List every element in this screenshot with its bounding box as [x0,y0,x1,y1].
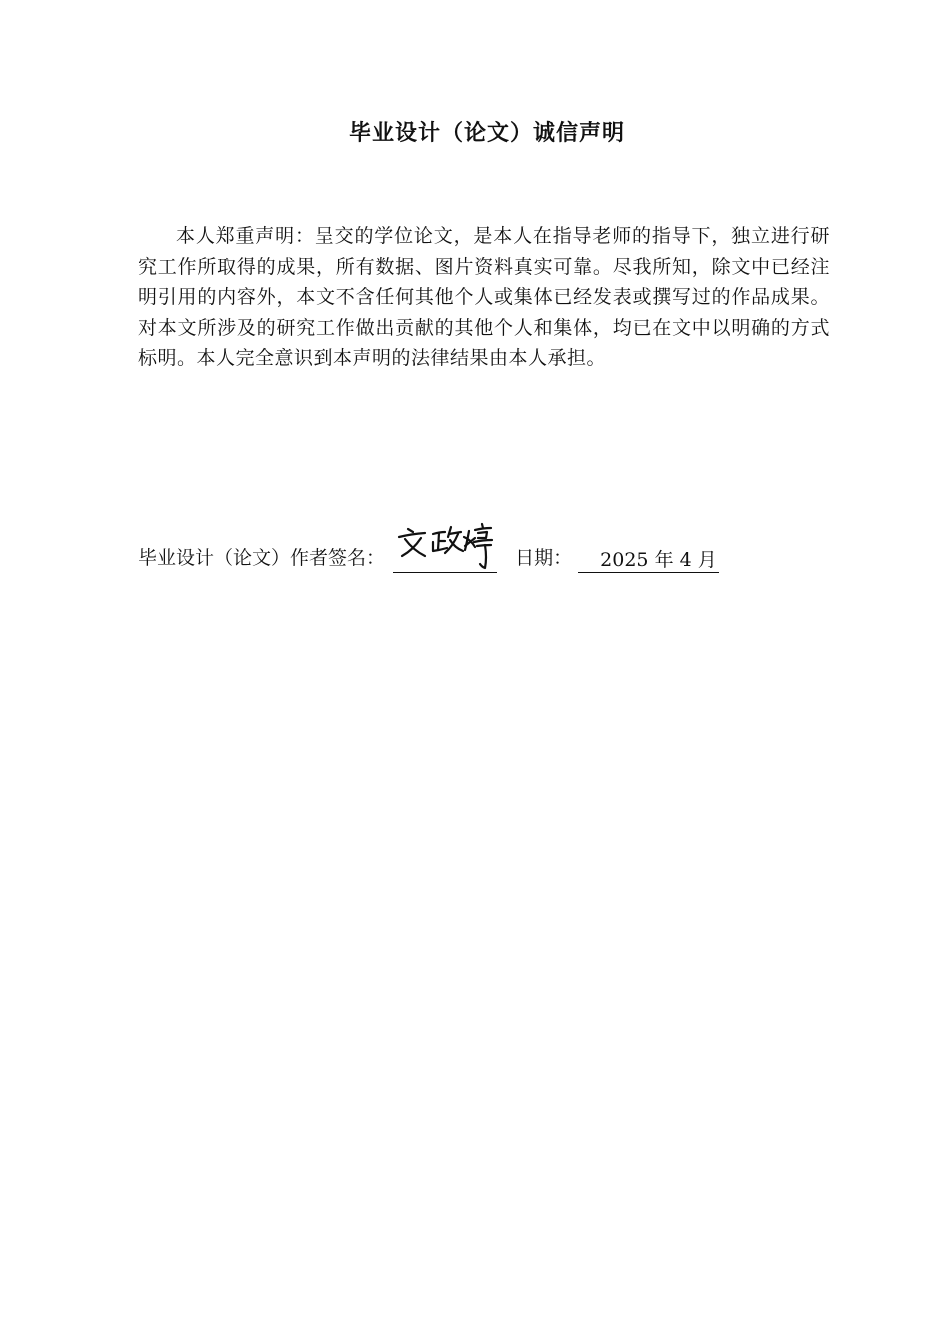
handwritten-signature [395,520,495,572]
signature-row [138,543,719,579]
signature-line [393,548,497,573]
page-title: 毕业设计（论文）诚信声明 [348,121,625,146]
date-label: 日期： [515,547,573,569]
signature-label: 毕业设计（论文）作者签名： [138,547,386,569]
date-value: 2025 年 4 月 [578,548,719,573]
declaration-statement: 本人郑重声明：呈交的学位论文，是本人在指导老师的指导下，独立进行研究工作所取得的成果，所有数据、图片资料真实可靠。尽我所知，除文中已经注明引用的内容外，本文不含任何其他个人或集体已经发表或撰写过的作品成果。对本文所涉及的研究工作做出贡献的其他个人和集体，均已在文中以明确的方式标明。本人完全意识到本声明的法律结果由本人承担。 [138,225,830,369]
